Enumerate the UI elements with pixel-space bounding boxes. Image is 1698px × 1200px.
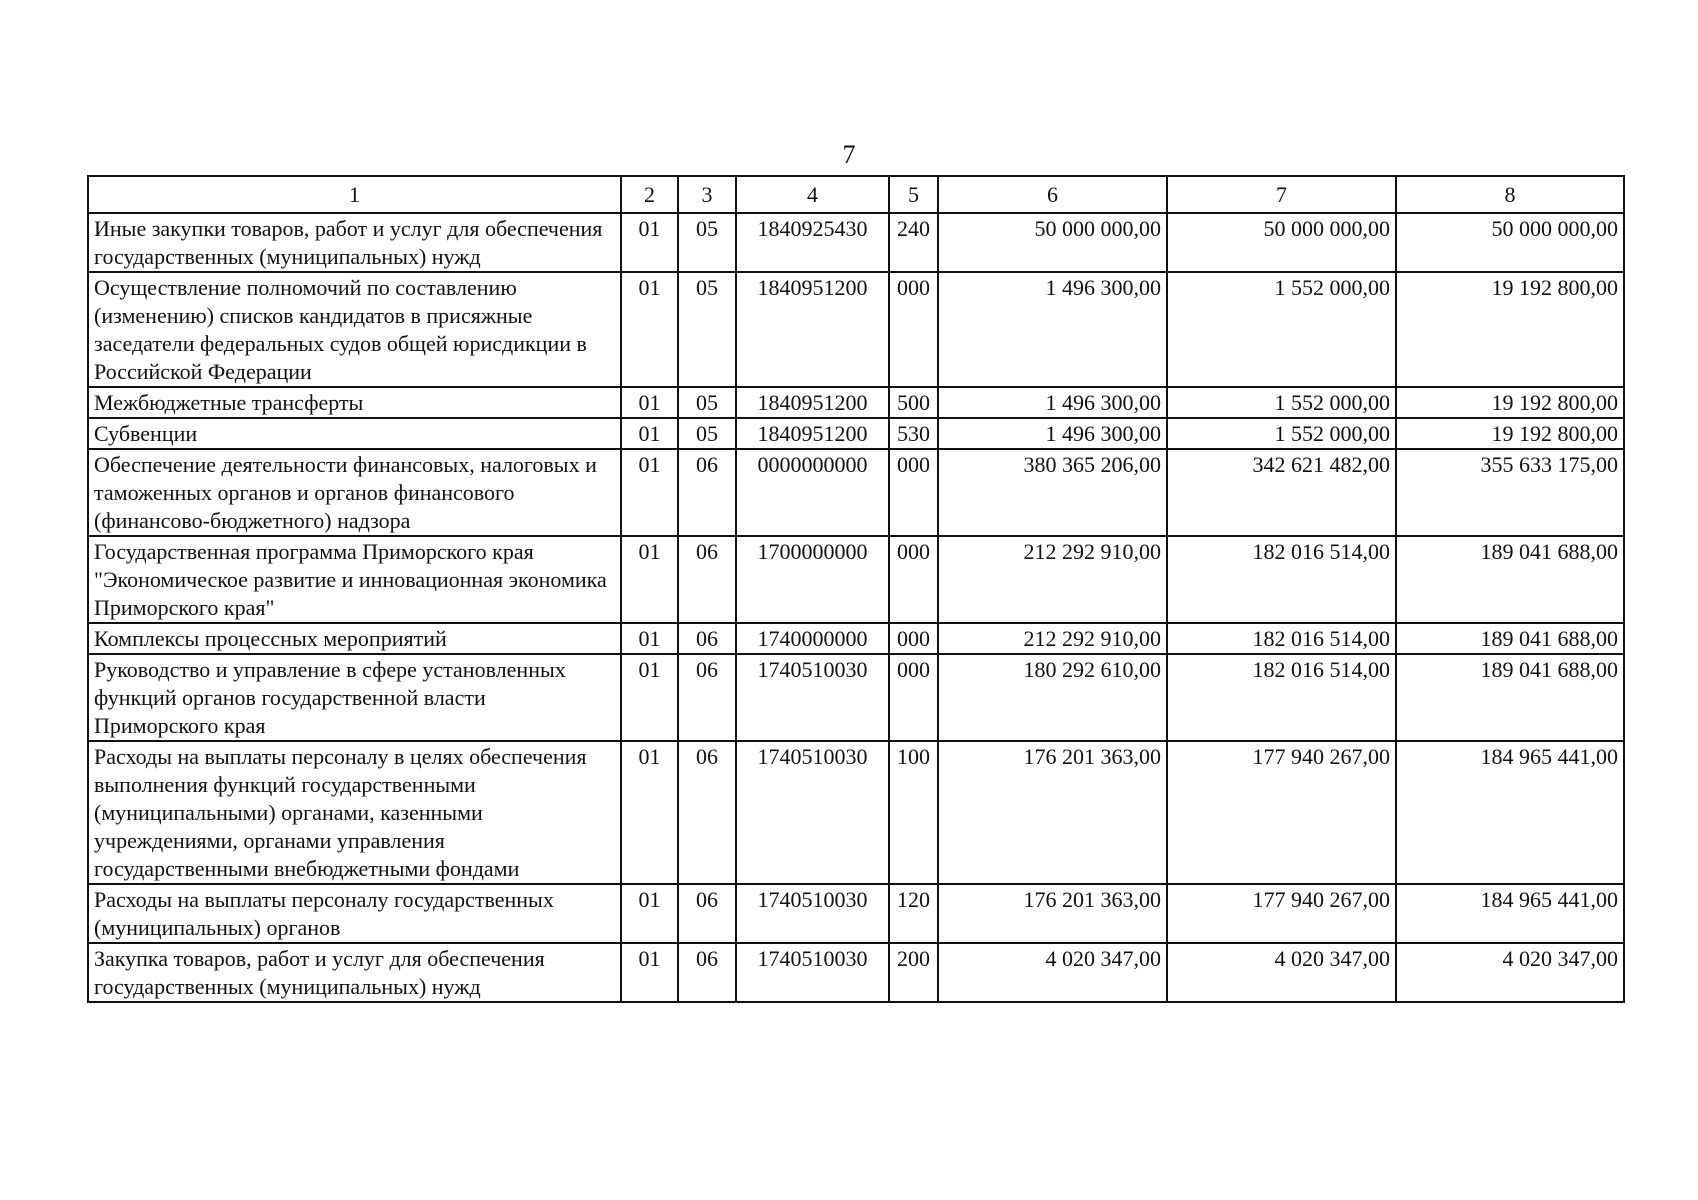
subsection-code-cell: 06 xyxy=(678,623,736,654)
target-article-code-cell: 1840951200 xyxy=(736,418,889,449)
subsection-code-cell: 05 xyxy=(678,272,736,387)
header-col-7: 7 xyxy=(1167,176,1396,213)
expense-name-cell: Обеспечение деятельности финансовых, налоговых и таможенных органов и органов финансового (финансово-бюджетного) надзора xyxy=(88,449,621,536)
expense-name-cell: Государственная программа Приморского края "Экономическое развитие и инновационная экономика Приморского края" xyxy=(88,536,621,623)
target-article-code-cell: 1740510030 xyxy=(736,654,889,741)
expense-type-code-cell: 000 xyxy=(889,623,938,654)
section-code-cell: 01 xyxy=(621,943,678,1002)
target-article-code-cell: 1740510030 xyxy=(736,741,889,884)
amount-col-6-cell: 212 292 910,00 xyxy=(938,536,1167,623)
expense-type-code-cell: 240 xyxy=(889,213,938,272)
amount-col-7-cell: 177 940 267,00 xyxy=(1167,741,1396,884)
expense-type-code-cell: 530 xyxy=(889,418,938,449)
expense-type-code-cell: 000 xyxy=(889,654,938,741)
table-row xyxy=(88,943,1624,1002)
amount-col-6-cell: 176 201 363,00 xyxy=(938,741,1167,884)
header-col-4: 4 xyxy=(736,176,889,213)
expense-name-cell: Иные закупки товаров, работ и услуг для обеспечения государственных (муниципальных) нужд xyxy=(88,213,621,272)
subsection-code-cell: 05 xyxy=(678,418,736,449)
table-row xyxy=(88,884,1624,943)
header-col-8: 8 xyxy=(1396,176,1624,213)
amount-col-6-cell: 180 292 610,00 xyxy=(938,654,1167,741)
section-code-cell: 01 xyxy=(621,272,678,387)
table-header xyxy=(88,176,1624,213)
expense-type-code-cell: 000 xyxy=(889,272,938,387)
amount-col-7-cell: 1 552 000,00 xyxy=(1167,418,1396,449)
subsection-code-cell: 06 xyxy=(678,449,736,536)
amount-col-6-cell: 212 292 910,00 xyxy=(938,623,1167,654)
amount-col-8-cell: 355 633 175,00 xyxy=(1396,449,1624,536)
amount-col-6-cell: 1 496 300,00 xyxy=(938,272,1167,387)
expense-type-code-cell: 000 xyxy=(889,536,938,623)
subsection-code-cell: 06 xyxy=(678,741,736,884)
subsection-code-cell: 06 xyxy=(678,654,736,741)
amount-col-6-cell: 380 365 206,00 xyxy=(938,449,1167,536)
target-article-code-cell: 1740510030 xyxy=(736,943,889,1002)
expense-name-cell: Закупка товаров, работ и услуг для обеспечения государственных (муниципальных) нужд xyxy=(88,943,621,1002)
expense-name-cell: Межбюджетные трансферты xyxy=(88,387,621,418)
amount-col-8-cell: 184 965 441,00 xyxy=(1396,884,1624,943)
amount-col-6-cell: 50 000 000,00 xyxy=(938,213,1167,272)
expense-type-code-cell: 100 xyxy=(889,741,938,884)
expense-type-code-cell: 120 xyxy=(889,884,938,943)
expense-type-code-cell: 200 xyxy=(889,943,938,1002)
expense-type-code-cell: 500 xyxy=(889,387,938,418)
amount-col-8-cell: 19 192 800,00 xyxy=(1396,272,1624,387)
amount-col-8-cell: 189 041 688,00 xyxy=(1396,536,1624,623)
target-article-code-cell: 0000000000 xyxy=(736,449,889,536)
amount-col-7-cell: 182 016 514,00 xyxy=(1167,623,1396,654)
table-row xyxy=(88,418,1624,449)
subsection-code-cell: 06 xyxy=(678,943,736,1002)
amount-col-7-cell: 182 016 514,00 xyxy=(1167,654,1396,741)
section-code-cell: 01 xyxy=(621,884,678,943)
table-row xyxy=(88,623,1624,654)
expense-name-cell: Расходы на выплаты персоналу государственных (муниципальных) органов xyxy=(88,884,621,943)
header-col-5: 5 xyxy=(889,176,938,213)
target-article-code-cell: 1840925430 xyxy=(736,213,889,272)
expense-name-cell: Расходы на выплаты персоналу в целях обеспечения выполнения функций государственными (муниципальными) органами, казенными учреждениями, органами управления государственными внебюджетными фондами xyxy=(88,741,621,884)
section-code-cell: 01 xyxy=(621,623,678,654)
amount-col-8-cell: 50 000 000,00 xyxy=(1396,213,1624,272)
amount-col-7-cell: 342 621 482,00 xyxy=(1167,449,1396,536)
amount-col-6-cell: 1 496 300,00 xyxy=(938,387,1167,418)
subsection-code-cell: 06 xyxy=(678,536,736,623)
amount-col-8-cell: 189 041 688,00 xyxy=(1396,623,1624,654)
header-col-3: 3 xyxy=(678,176,736,213)
header-row xyxy=(88,176,1624,213)
subsection-code-cell: 05 xyxy=(678,213,736,272)
amount-col-7-cell: 177 940 267,00 xyxy=(1167,884,1396,943)
expense-name-cell: Субвенции xyxy=(88,418,621,449)
table-body xyxy=(88,213,1624,1002)
page-number: 7 xyxy=(842,140,856,169)
amount-col-8-cell: 19 192 800,00 xyxy=(1396,418,1624,449)
header-col-2: 2 xyxy=(621,176,678,213)
subsection-code-cell: 05 xyxy=(678,387,736,418)
section-code-cell: 01 xyxy=(621,741,678,884)
section-code-cell: 01 xyxy=(621,387,678,418)
section-code-cell: 01 xyxy=(621,654,678,741)
amount-col-8-cell: 19 192 800,00 xyxy=(1396,387,1624,418)
amount-col-7-cell: 50 000 000,00 xyxy=(1167,213,1396,272)
amount-col-7-cell: 4 020 347,00 xyxy=(1167,943,1396,1002)
subsection-code-cell: 06 xyxy=(678,884,736,943)
amount-col-7-cell: 1 552 000,00 xyxy=(1167,272,1396,387)
amount-col-8-cell: 189 041 688,00 xyxy=(1396,654,1624,741)
section-code-cell: 01 xyxy=(621,536,678,623)
table-row xyxy=(88,213,1624,272)
section-code-cell: 01 xyxy=(621,449,678,536)
table-row xyxy=(88,654,1624,741)
budget-table xyxy=(87,175,1625,1003)
target-article-code-cell: 1700000000 xyxy=(736,536,889,623)
table-row xyxy=(88,536,1624,623)
amount-col-8-cell: 184 965 441,00 xyxy=(1396,741,1624,884)
table-row xyxy=(88,741,1624,884)
amount-col-6-cell: 176 201 363,00 xyxy=(938,884,1167,943)
table-row xyxy=(88,449,1624,536)
target-article-code-cell: 1740000000 xyxy=(736,623,889,654)
amount-col-7-cell: 182 016 514,00 xyxy=(1167,536,1396,623)
header-col-1: 1 xyxy=(88,176,621,213)
amount-col-6-cell: 1 496 300,00 xyxy=(938,418,1167,449)
expense-name-cell: Осуществление полномочий по составлению (изменению) списков кандидатов в присяжные заседатели федеральных судов общей юрисдикции в Российской Федерации xyxy=(88,272,621,387)
expense-name-cell: Комплексы процессных мероприятий xyxy=(88,623,621,654)
amount-col-6-cell: 4 020 347,00 xyxy=(938,943,1167,1002)
section-code-cell: 01 xyxy=(621,418,678,449)
target-article-code-cell: 1840951200 xyxy=(736,272,889,387)
table-row xyxy=(88,272,1624,387)
header-col-6: 6 xyxy=(938,176,1167,213)
expense-type-code-cell: 000 xyxy=(889,449,938,536)
amount-col-7-cell: 1 552 000,00 xyxy=(1167,387,1396,418)
target-article-code-cell: 1840951200 xyxy=(736,387,889,418)
table-row xyxy=(88,387,1624,418)
section-code-cell: 01 xyxy=(621,213,678,272)
amount-col-8-cell: 4 020 347,00 xyxy=(1396,943,1624,1002)
expense-name-cell: Руководство и управление в сфере установленных функций органов государственной власти Приморского края xyxy=(88,654,621,741)
target-article-code-cell: 1740510030 xyxy=(736,884,889,943)
